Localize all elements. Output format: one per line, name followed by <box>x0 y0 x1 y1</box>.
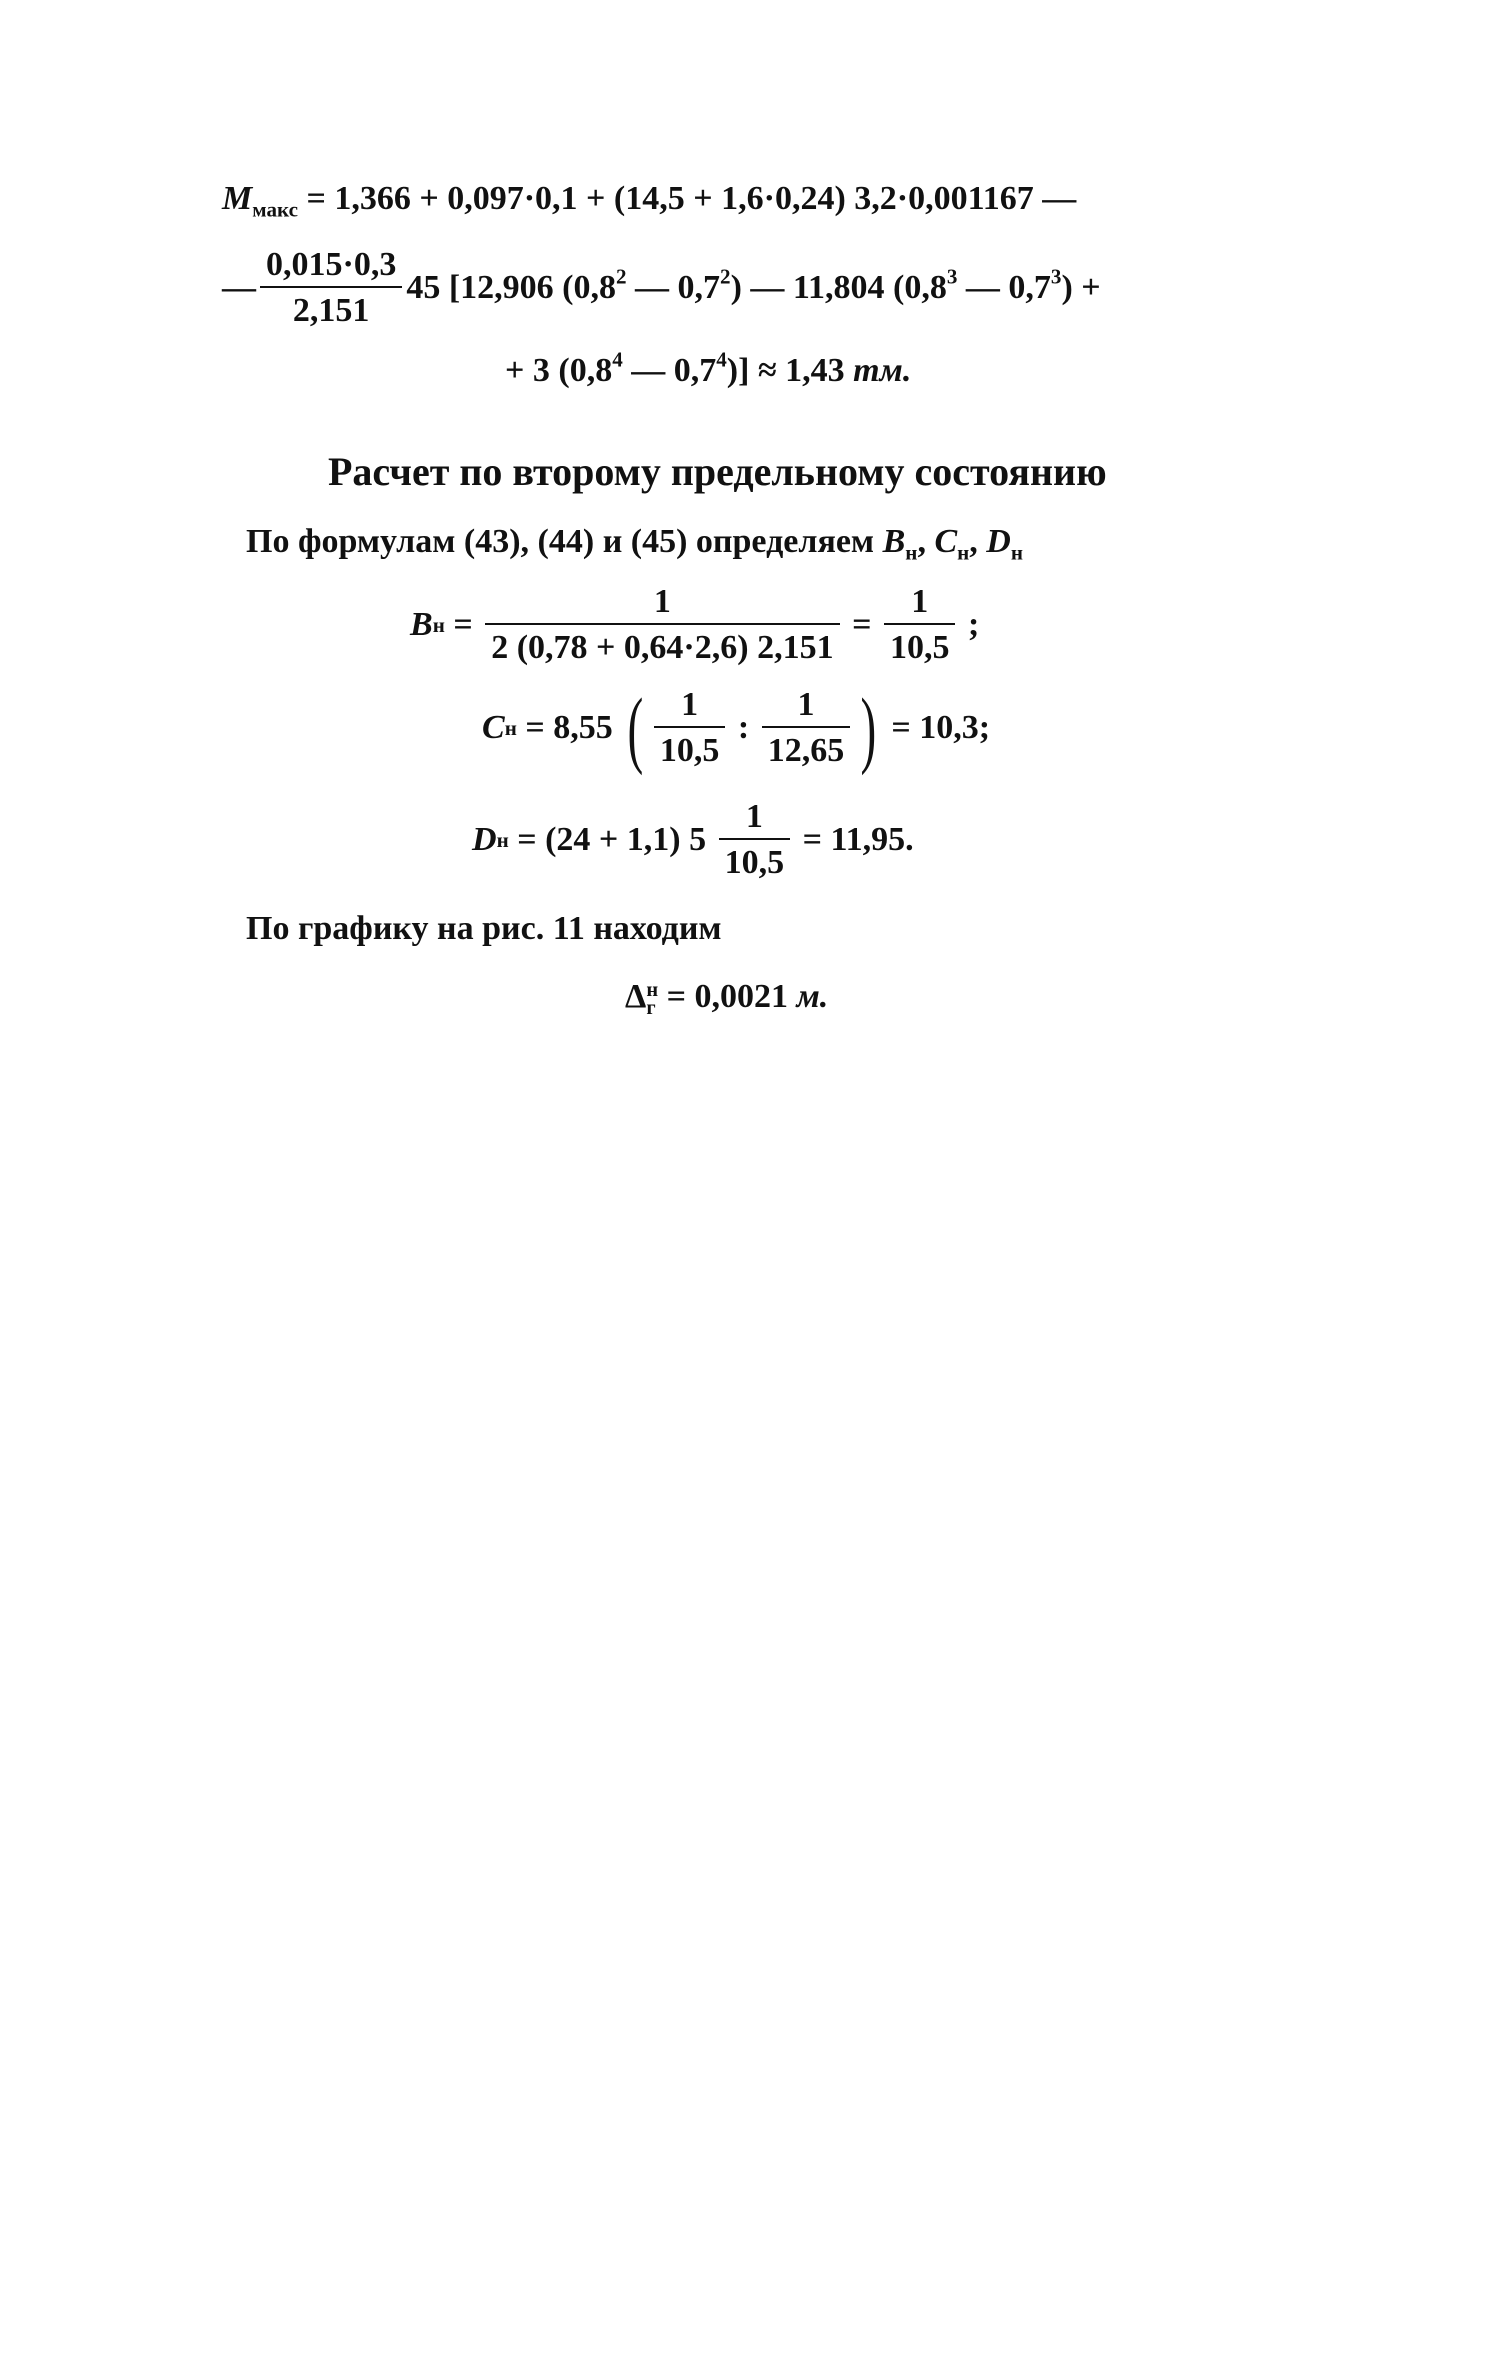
text-segment: ) + <box>1061 269 1101 306</box>
superscript: 2 <box>616 264 627 289</box>
fraction-bn-result <box>884 585 956 665</box>
symbol-b: B <box>410 606 433 643</box>
right-paren: ) <box>860 680 877 776</box>
fraction-cn-1 <box>654 688 726 768</box>
separator: , <box>917 523 935 560</box>
fraction-denominator: 2 (0,78 + 0,64·2,6) 2,151 <box>491 629 834 666</box>
symbol-c: C <box>482 709 505 746</box>
subscript-n: н <box>957 540 970 565</box>
delta-indices <box>646 978 659 1020</box>
superscript: 3 <box>1050 264 1062 289</box>
formula-bn: B н = $\frac{1}{2 (0,78 + 0,64\cdot 2,6) 2,151}$ = $\frac{1}{10,5}$ ; <box>410 583 980 666</box>
intro-text: По формулам (43), (44) и (45) определяем <box>246 523 883 560</box>
fraction-denominator: 10,5 <box>659 732 720 769</box>
symbol-c: C <box>934 523 958 560</box>
superscript: 2 <box>720 264 731 289</box>
symbol-delta: Δ <box>625 978 647 1015</box>
unit-m: м. <box>796 978 829 1015</box>
formula-mmax-rhs: = 1,366 + 0,097·0,1 + (14,5 + 1,6·0,24) 3,2·0,001167 — <box>297 180 1077 217</box>
section-heading: Расчет по второму предельному состоянию <box>328 449 1107 494</box>
symbol-d: D <box>986 523 1011 560</box>
separator: , <box>969 523 987 560</box>
fraction-numerator: 1 <box>485 585 839 625</box>
equals-sign: = <box>843 606 880 643</box>
formula-dn-expression: = (24 + 1,1) 5 <box>508 821 715 858</box>
formula-cn-coefficient: = 8,55 <box>516 709 622 746</box>
symbol-b: B <box>882 523 906 560</box>
intro-paragraph <box>246 523 1023 565</box>
text-segment: )] ≈ 1,43 <box>726 352 854 389</box>
fraction-denominator: 10,5 <box>724 844 785 881</box>
formula-delta-value: = 0,0021 <box>658 978 797 1015</box>
formula-mmax-line-3 <box>505 347 912 389</box>
subscript-n: н <box>905 540 918 565</box>
subscript-n: н <box>1010 540 1023 565</box>
text-segment: — 0,7 <box>626 269 721 306</box>
fraction-denominator: 10,5 <box>889 629 950 666</box>
fraction-0015 <box>260 248 402 328</box>
subscript-g: г <box>646 997 656 1020</box>
superscript: 4 <box>612 347 623 372</box>
fraction-bn-main <box>485 585 839 665</box>
formula-cn-result: = 10,3; <box>882 709 991 746</box>
formula-mmax-line-2 <box>222 248 1101 328</box>
equals-sign: = <box>444 606 482 643</box>
symbol-m: M <box>222 180 253 217</box>
fraction-numerator: 0,015·0,3 <box>260 248 402 288</box>
superscript: 3 <box>946 264 958 289</box>
fraction-denominator: 12,65 <box>767 732 845 769</box>
fraction-dn <box>719 800 791 880</box>
fraction-numerator: 1 <box>719 800 791 840</box>
left-paren: ( <box>627 680 644 776</box>
fraction-numerator: 1 <box>884 585 956 625</box>
text-segment: — 0,7 <box>622 352 717 389</box>
graph-paragraph: По графику на рис. 11 находим <box>246 910 722 947</box>
fraction-numerator: 1 <box>654 688 726 728</box>
superscript: 4 <box>716 347 727 372</box>
leading-minus: — <box>222 269 256 306</box>
text-segment: — 0,7 <box>957 269 1051 306</box>
formula-mmax-line-1 <box>222 180 1077 222</box>
formula-cn: C н = 8,55 ( $\frac{1}{10,5}$ : $\frac{1}{12,65}$ ) = 10,3; <box>482 680 991 776</box>
fraction-numerator: 1 <box>762 688 851 728</box>
formula-dn: D н = (24 + 1,1) 5 $\frac{1}{10,5}$ = 11,95. <box>472 798 914 881</box>
symbol-d: D <box>472 821 497 858</box>
text-segment: 45 [12,906 (0,8 <box>406 269 616 306</box>
formula-delta <box>625 980 828 1018</box>
fraction-denominator: 2,151 <box>292 292 370 329</box>
semicolon: ; <box>959 606 980 643</box>
subscript-maks: макс <box>252 197 298 222</box>
superscript-n: н <box>646 978 659 1001</box>
formula-mmax-bracket <box>406 264 1101 306</box>
text-segment: ) — 11,804 (0,8 <box>730 269 947 306</box>
colon: : <box>729 709 758 746</box>
fraction-cn-2 <box>762 688 851 768</box>
text-segment: + 3 (0,8 <box>505 352 613 389</box>
formula-dn-result: = 11,95. <box>794 821 914 858</box>
unit-tm: тм. <box>853 352 912 389</box>
